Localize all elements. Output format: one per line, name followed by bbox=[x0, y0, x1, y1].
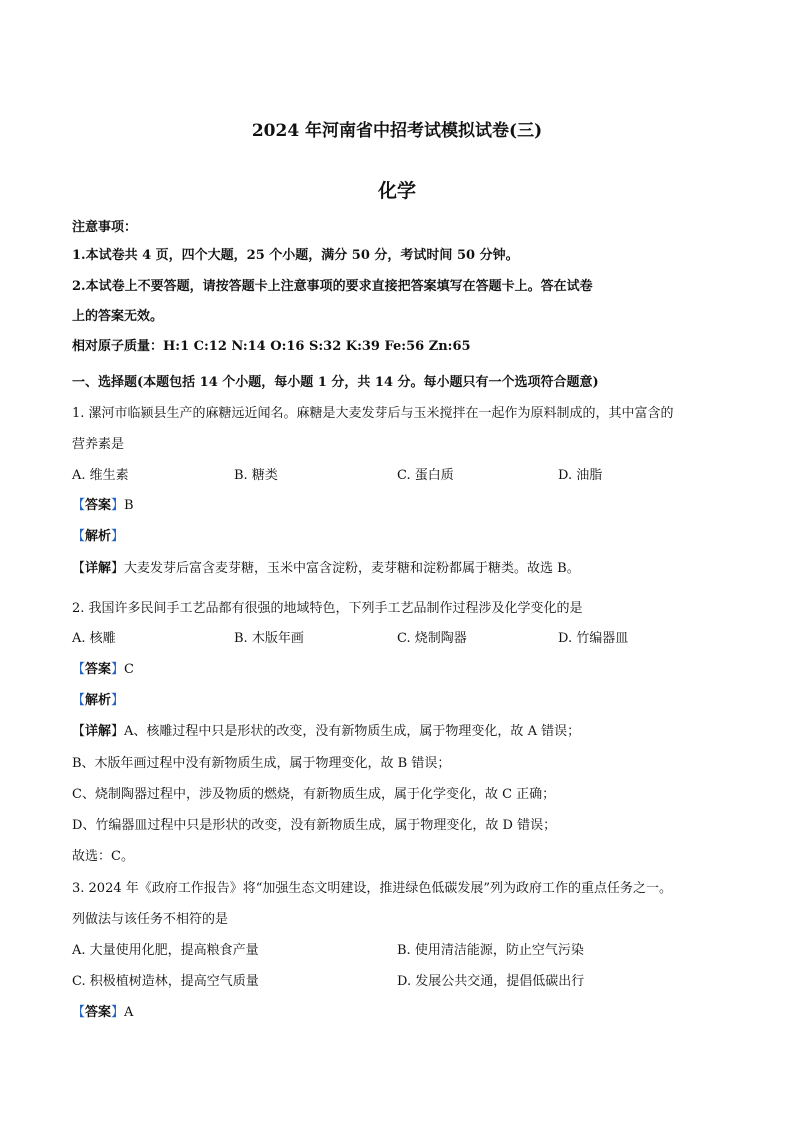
q2-option-c: C. 烧制陶器 bbox=[397, 631, 467, 646]
q1-option-d: D. 油脂 bbox=[558, 468, 603, 483]
q2-answer-line bbox=[72, 661, 134, 679]
q2-detail-b: B、木版年画过程中没有新物质生成，属于物理变化，故 B 错误； bbox=[72, 756, 451, 771]
q2-detail-text: A、核雕过程中只是形状的改变，没有新物质生成，属于物理变化，故 A 错误； bbox=[124, 724, 581, 739]
q1-option-c: C. 蛋白质 bbox=[397, 468, 454, 483]
bracket-right: 】 bbox=[111, 724, 125, 739]
bracket-left: 【 bbox=[72, 498, 86, 513]
section-1-heading: 一、选择题(本题包括 14 个小题，每小题 1 分，共 14 分。每小题只有一个选项符合题意) bbox=[72, 375, 599, 390]
answer-label: 答案 bbox=[85, 662, 112, 677]
document-title: 2024 年河南省中招考试模拟试卷(三) bbox=[251, 121, 543, 141]
notice-heading: 注意事项： bbox=[72, 220, 138, 235]
q1-stem-line-2: 营养素是 bbox=[72, 437, 125, 452]
q2-option-a: A. 核雕 bbox=[72, 631, 116, 646]
analysis-label: 解析 bbox=[85, 529, 112, 544]
q1-analysis-line bbox=[72, 528, 124, 546]
bracket-right: 】 bbox=[111, 529, 125, 544]
q2-conclusion: 故选：C。 bbox=[72, 849, 134, 864]
q2-stem: 2. 我国许多民间手工艺品都有很强的地域特色，下列手工艺品制作过程涉及化学变化的是 bbox=[72, 601, 583, 616]
answer-label: 答案 bbox=[85, 498, 112, 513]
q1-answer-value: B bbox=[124, 498, 134, 513]
q2-option-d: D. 竹编器皿 bbox=[558, 631, 629, 646]
bracket-right: 】 bbox=[111, 662, 125, 677]
analysis-label: 解析 bbox=[85, 693, 112, 708]
bracket-left: 【 bbox=[72, 1005, 86, 1020]
bracket-left: 【 bbox=[72, 662, 86, 677]
q1-detail-line bbox=[72, 560, 580, 578]
q3-stem-line-1: 3. 2024 年《政府工作报告》将“加强生态文明建设，推进绿色低碳发展”列为政府工作的重点任务之一。 bbox=[72, 881, 673, 896]
q1-detail-text: 大麦发芽后富含麦芽糖，玉米中富含淀粉，麦芽糖和淀粉都属于糖类。故选 B。 bbox=[124, 561, 580, 576]
bracket-left: 【 bbox=[72, 693, 86, 708]
bracket-right: 】 bbox=[111, 1005, 125, 1020]
q1-option-b: B. 糖类 bbox=[234, 468, 278, 483]
bracket-right: 】 bbox=[111, 498, 125, 513]
q1-answer-line bbox=[72, 497, 134, 515]
q3-option-b: B. 使用清洁能源，防止空气污染 bbox=[397, 943, 584, 958]
q3-option-a: A. 大量使用化肥，提高粮食产量 bbox=[72, 943, 259, 958]
bracket-right: 】 bbox=[111, 561, 125, 576]
q2-detail-line bbox=[72, 723, 580, 741]
bracket-left: 【 bbox=[72, 561, 86, 576]
atomic-mass-line: 相对原子质量：H:1 C:12 N:14 O:16 S:32 K:39 Fe:56 Zn:65 bbox=[72, 339, 471, 354]
bracket-left: 【 bbox=[72, 529, 86, 544]
q2-answer-value: C bbox=[124, 662, 134, 677]
q3-stem-line-2: 列做法与该任务不相符的是 bbox=[72, 912, 229, 927]
q1-option-a: A. 维生素 bbox=[72, 468, 129, 483]
q3-answer-line bbox=[72, 1004, 133, 1022]
q3-option-c: C. 积极植树造林，提高空气质量 bbox=[72, 974, 259, 989]
q2-detail-c: C、烧制陶器过程中，涉及物质的燃烧，有新物质生成，属于化学变化，故 C 正确； bbox=[72, 787, 556, 802]
notice-item-1: 1.本试卷共 4 页，四个大题，25 个小题，满分 50 分，考试时间 50 分钟。 bbox=[72, 248, 519, 263]
q2-option-b: B. 木版年画 bbox=[234, 631, 304, 646]
q1-stem-line-1: 1. 漯河市临颍县生产的麻糖远近闻名。麻糖是大麦发芽后与玉米搅拌在一起作为原料制成的，其中富含的 bbox=[72, 406, 674, 421]
answer-label: 答案 bbox=[85, 1005, 112, 1020]
bracket-left: 【 bbox=[72, 724, 86, 739]
notice-item-2-line-2: 上的答案无效。 bbox=[72, 309, 164, 324]
q2-analysis-line bbox=[72, 692, 124, 710]
notice-item-2-line-1: 2.本试卷上不要答题，请按答题卡上注意事项的要求直接把答案填写在答题卡上。答在试卷 bbox=[72, 279, 593, 294]
detail-label: 详解 bbox=[85, 561, 112, 576]
q3-option-d: D. 发展公共交通，提倡低碳出行 bbox=[397, 974, 585, 989]
detail-label: 详解 bbox=[85, 724, 112, 739]
bracket-right: 】 bbox=[111, 693, 125, 708]
q3-answer-value: A bbox=[124, 1005, 134, 1020]
q2-detail-d: D、竹编器皿过程中只是形状的改变，没有新物质生成，属于物理变化，故 D 错误； bbox=[72, 818, 557, 833]
subject-title: 化学 bbox=[377, 180, 416, 202]
